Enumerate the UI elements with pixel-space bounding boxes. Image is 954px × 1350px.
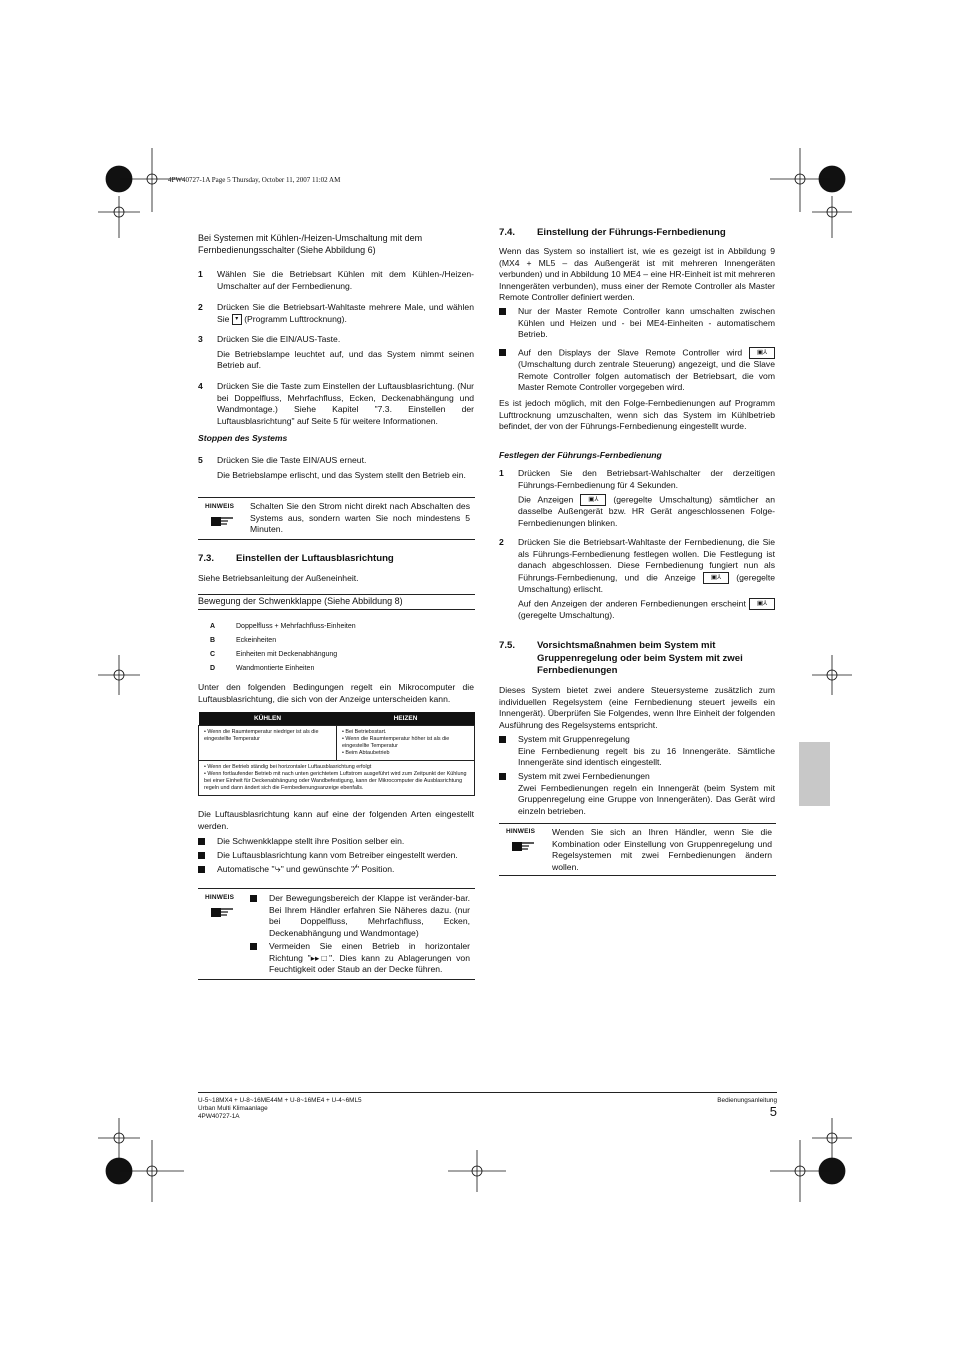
divider: [198, 888, 475, 889]
divider: [198, 609, 475, 610]
section-7-3-heading: 7.3. Einstellen der Luftausblasrichtung: [198, 553, 394, 564]
intro-heading: Bei Systemen mit Kühlen-/Heizen-Umschaltung mit dem Fernbedienungsschalter (Siehe Abbildung 6): [198, 233, 423, 255]
table-cell: • Wenn die Raumtemperatur niedriger ist als die eingestellte Temperatur: [199, 726, 337, 761]
divider: [198, 497, 475, 498]
flap-heading: Bewegung der Schwenkklappe (Siehe Abbildung 8): [198, 596, 403, 606]
pointing-hand-icon: [511, 839, 535, 853]
horizontal-direction-icon: ▸▸□: [310, 952, 330, 963]
hinweis-text: Wenden Sie sich an Ihren Händler, wenn Sie die Kombination oder Einstellung von Gruppenregelung und Regelsystemen mit zwei Fernbedienungen ändern wollen.: [552, 827, 772, 872]
footer-code: 4PW40727-1A: [198, 1113, 240, 1120]
micro-text: Unter den folgenden Bedingungen regelt ein Mikrocomputer die Luftausblasrichtung, die sich von der Anzeige unterscheiden kann.: [198, 682, 474, 704]
divider: [198, 979, 475, 980]
footer-models: U-5~18MX4 + U-8~16ME44M + U-8~16ME4 + U-4~6ML5: [198, 1097, 362, 1104]
footer-doc-type: Bedienungsanleitung: [717, 1097, 777, 1104]
divider: [198, 594, 475, 595]
stop-heading: Stoppen des Systems: [198, 433, 288, 443]
section-7-5-heading: 7.5. Vorsichtsmaßnahmen beim System mit Gruppenregelung oder beim System mit zwei Fernbedienungen: [499, 640, 743, 676]
hinweis-label: HINWEIS: [205, 894, 235, 901]
central-control-icon: ▣⅄: [703, 572, 729, 584]
paragraph: Es ist jedoch möglich, mit den Folge-Fernbedienungen auf Programm Lufttrocknung umzuschalten, wenn sich das System im Kühlbetrieb befindet, der von der Führungs-Fernbedienung eingestellt wurde.: [499, 398, 775, 432]
chapter-tab: [799, 742, 830, 806]
footer-product: Urban Multi Klimaanlage: [198, 1105, 268, 1112]
hinweis-text: Schalten Sie den Strom nicht direkt nach Abschalten des Systems aus, sondern warten Sie noch mindestens 5 Minuten.: [250, 501, 470, 535]
flap-list: [210, 620, 356, 676]
divider: [499, 823, 776, 824]
table-header-heat: HEIZEN: [337, 712, 475, 726]
dry-program-icon: ▾: [232, 314, 242, 325]
auto-swing-icon: ⤷: [274, 863, 281, 875]
fixed-position-icon: ⁄: [354, 863, 356, 875]
section-7-5-text: Dieses System bietet zwei andere Steuersysteme zusätzlich zum individuellen Regelsystem (eine Fernbedienung steuert jeweils ein Innengerät). Überprüfen Sie Folgendes, wenn Ihre Einheit der folgenden Ausführung des Regelsystems entspricht.: [499, 685, 775, 730]
list-item: C Einheiten mit Deckenabhängung: [210, 651, 338, 658]
page-number: 5: [769, 1104, 777, 1119]
central-control-icon: ▣⅄: [749, 598, 775, 610]
divider: [499, 875, 776, 876]
table-cell: • Bei Betriebsstart. • Wenn die Raumtemperatur höher ist als die eingestellte Temperatur • Beim Abtaubetrieb: [337, 726, 475, 761]
central-control-icon: ▣⅄: [749, 347, 775, 359]
ways-text: Die Luftausblasrichtung kann auf eine der folgenden Arten eingestellt werden.: [198, 809, 474, 831]
section-7-3-text: Siehe Betriebsanleitung der Außeneinheit.: [198, 573, 359, 583]
set-master-heading: Festlegen der Führungs-Fernbedienung: [499, 450, 662, 460]
header-meta: 4PW40727-1A Page 5 Thursday, October 11, 2007 11:02 AM: [168, 176, 341, 184]
section-7-4-text: Wenn das System so installiert ist, wie es gezeigt ist in Abbildung 9 (MX4 + ML5 – das Außengerät ist mit mehreren Innengeräten verbunden) und in Abbildung 10 ME4 – eine HR-Einheit ist mit mehreren Innengeräten verbunden), muss einer der Remote Controller als Master Remote Controller definiert werden.: [499, 246, 775, 303]
pointing-hand-icon: [210, 514, 234, 528]
divider: [198, 539, 475, 540]
list-item: A Doppelfluss + Mehrfachfluss-Einheiten: [210, 623, 356, 630]
footer-left: [198, 1097, 362, 1121]
list-item: D Wandmontierte Einheiten: [210, 665, 315, 672]
hinweis-label: HINWEIS: [506, 828, 536, 835]
section-7-4-heading: 7.4. Einstellung der Führungs-Fernbedienung: [499, 227, 726, 238]
table-cell: • Wenn der Betrieb ständig bei horizontaler Luftausblasrichtung erfolgt • Wenn fortlaufender Betrieb mit nach unten gerichtetem Luftstrom ausgeführt wird zum Zeitpunkt der Kühlung bei einer Einheit für Deckenabhängung oder Wandbefestigung, kann der Mikrocomputer die Ausblasrichtung regeln und dann ändert sich die Fernbedienungsanzeige ebenfalls.: [199, 761, 475, 796]
list-item: B Eckeinheiten: [210, 637, 277, 644]
control-table: [198, 712, 475, 796]
central-control-icon: ▣⅄: [580, 494, 606, 506]
table-header-cool: KÜHLEN: [199, 712, 337, 726]
footer-rule: [198, 1092, 777, 1093]
hinweis-label: HINWEIS: [205, 503, 235, 510]
pointing-hand-icon: [210, 905, 234, 919]
